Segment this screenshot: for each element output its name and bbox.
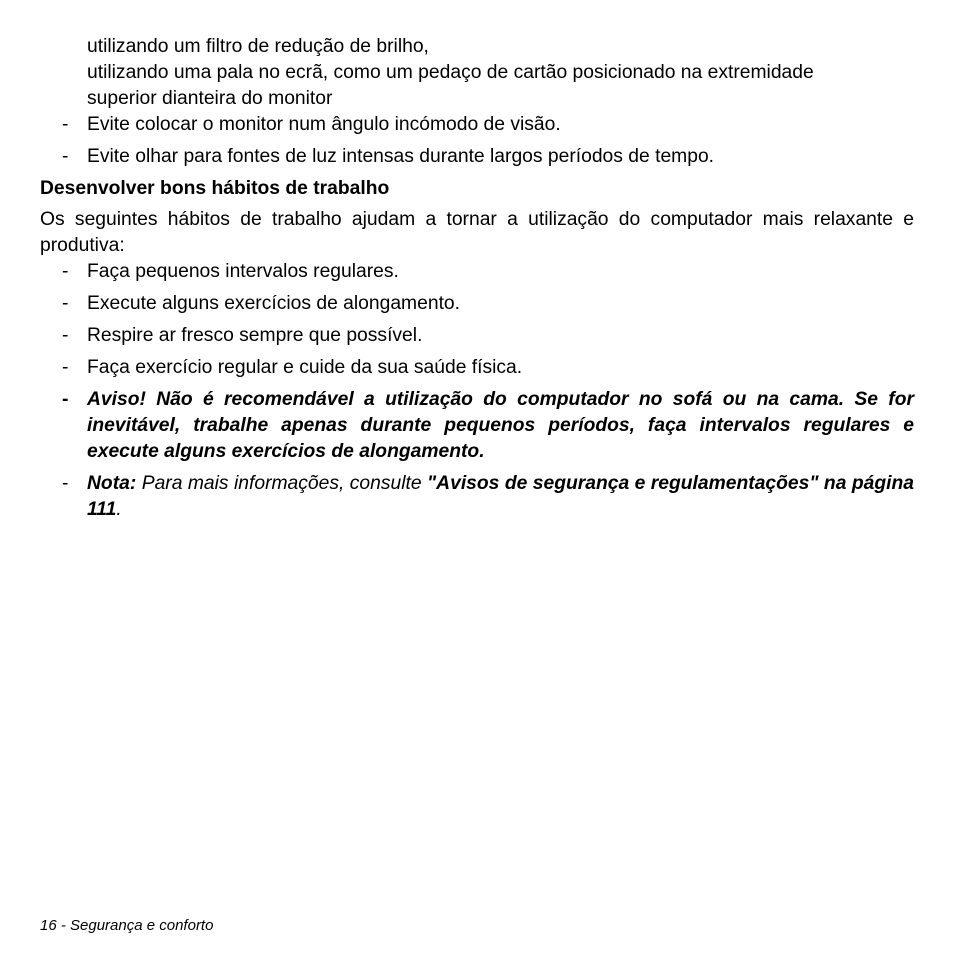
list-item — [40, 144, 914, 170]
page-footer: 16 - Segurança e conforto — [40, 917, 214, 934]
list-item-text: Faça pequenos intervalos regulares. — [87, 261, 399, 282]
intro-paragraph: Os seguintes hábitos de trabalho ajudam a tornar a utilização do computador mais relaxante e produtiva: — [40, 209, 914, 256]
warning-text: Aviso! Não é recomendável a utilização do computador no sofá ou na cama. Se for inevitável, trabalhe apenas durante pequenos períodos, faça intervalos regulares e execute alguns exercícios de alongamento. — [87, 389, 914, 462]
note-item — [40, 471, 914, 523]
list-marker: - — [62, 473, 69, 494]
list-marker: - — [62, 146, 69, 167]
list-item-text: Faça exercício regular e cuide da sua saúde física. — [87, 357, 523, 378]
continuation-line: utilizando um filtro de redução de brilho, — [87, 36, 429, 57]
warning-item — [40, 387, 914, 465]
list-marker: - — [62, 389, 69, 410]
note-end: . — [116, 499, 122, 520]
list-marker: - — [62, 114, 69, 135]
list-item — [40, 355, 914, 381]
note-text: Para mais informações, consulte — [136, 473, 428, 494]
list-item-text: Execute alguns exercícios de alongamento. — [87, 293, 460, 314]
list-item — [40, 291, 914, 317]
list-item-text: Evite olhar para fontes de luz intensas durante largos períodos de tempo. — [87, 146, 715, 167]
continuation-line: utilizando uma pala no ecrã, como um pedaço de cartão posicionado na extremidade — [87, 62, 814, 83]
page-content — [40, 34, 914, 523]
list-marker: - — [62, 261, 69, 282]
list-item — [40, 323, 914, 349]
list-item — [40, 259, 914, 285]
work-habits-list — [40, 259, 914, 523]
note-label: Nota: — [87, 473, 137, 494]
list-item-text: Evite colocar o monitor num ângulo incómodo de visão. — [87, 114, 561, 135]
list-marker: - — [62, 293, 69, 314]
note-reference-link[interactable]: "Avisos de segurança e regulamentações" na página 111 — [87, 473, 914, 520]
section-heading: Desenvolver bons hábitos de trabalho — [40, 178, 390, 199]
list-marker: - — [62, 357, 69, 378]
monitor-tips-list — [40, 112, 914, 170]
continuation-lines — [87, 34, 914, 112]
list-item — [40, 112, 914, 138]
list-marker: - — [62, 325, 69, 346]
continuation-line: superior dianteira do monitor — [87, 88, 333, 109]
list-item-text: Respire ar fresco sempre que possível. — [87, 325, 423, 346]
